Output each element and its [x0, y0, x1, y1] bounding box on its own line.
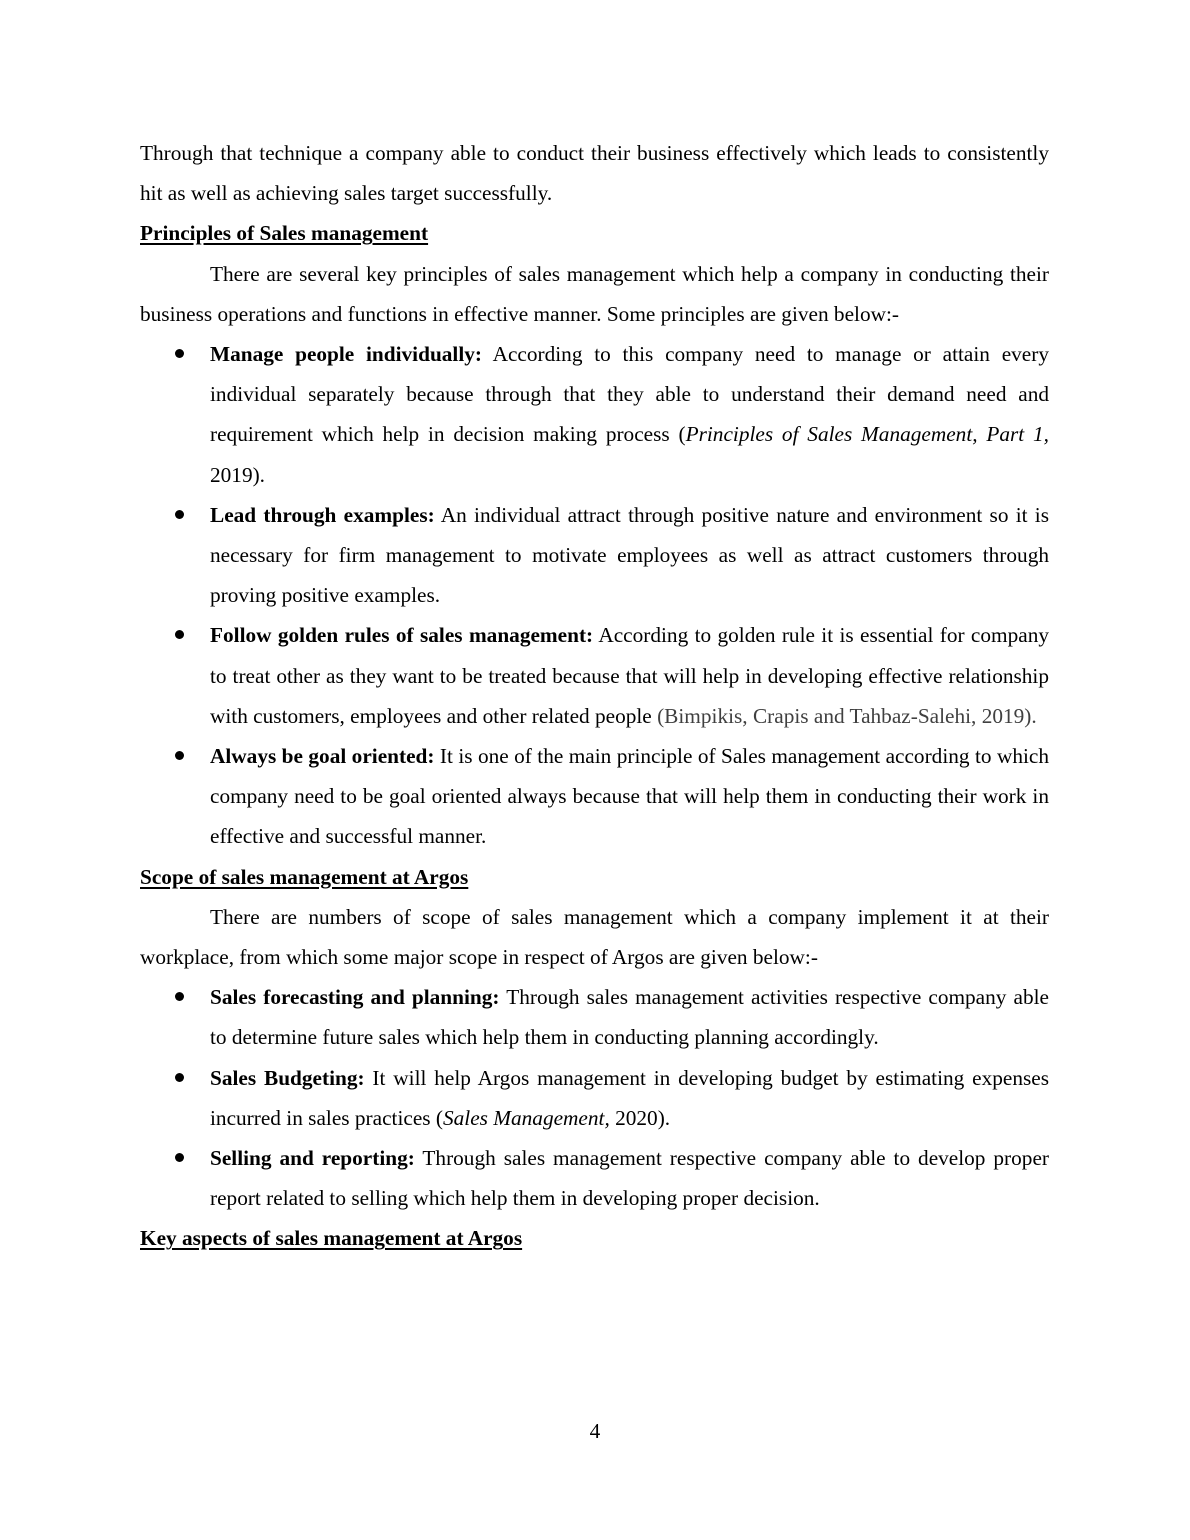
intro-paragraph: Through that technique a company able to conduct their business effectively which leads to consistently hit as well as achieving sales target successfully. — [140, 141, 1049, 206]
bullet-icon — [175, 1153, 184, 1162]
item-title: Selling and reporting: — [210, 1146, 415, 1171]
citation-year: 2019). — [210, 462, 266, 487]
principles-heading: Principles of Sales management — [140, 221, 429, 246]
item-title: Manage people individually: — [210, 342, 483, 367]
bullet-icon — [175, 992, 184, 1001]
bullet-icon — [175, 751, 184, 760]
bullet-icon — [175, 349, 184, 358]
list-item — [140, 1058, 1049, 1138]
item-text: According to golden rule it is essential for company to treat other as they want to be treated because that will help in developing effective relationship with customers, employees and other related people — [210, 623, 1049, 728]
page-number: 4 — [589, 1419, 601, 1443]
item-title: Sales forecasting and planning: — [210, 985, 500, 1010]
principles-list — [140, 334, 1049, 857]
document-page — [140, 133, 1049, 1259]
scope-list — [140, 977, 1049, 1218]
list-item — [140, 334, 1049, 495]
item-text: It will help Argos management in developing budget by estimating expenses incurred in sales practices ( — [210, 1065, 1049, 1130]
item-text: Through sales management respective company able to develop proper report related to selling which help them in developing proper decision. — [210, 1146, 1049, 1211]
item-title: Lead through examples: — [210, 502, 435, 527]
bullet-icon — [175, 1073, 184, 1082]
scope-intro: There are numbers of scope of sales management which a company implement it at their workplace, from which some major scope in respect of Argos are given below:- — [140, 904, 1049, 970]
item-title: Always be goal oriented: — [210, 744, 435, 769]
citation-year: 2020). — [609, 1105, 671, 1130]
bullet-icon — [175, 630, 184, 639]
item-text: An individual attract through positive nature and environment so it is necessary for firm management to motivate employees as well as attract customers through proving positive examples. — [210, 502, 1049, 608]
bullet-icon — [175, 510, 184, 519]
list-item — [140, 977, 1049, 1057]
item-title: Follow golden rules of sales management: — [210, 623, 594, 648]
item-text: It is one of the main principle of Sales management according to which company need to be goal oriented always because that will help them in conducting their work in effective and successful manner. — [210, 744, 1049, 849]
citation-italic: Principles of Sales Management, Part 1, — [685, 422, 1049, 447]
list-item — [140, 1138, 1049, 1218]
list-item — [140, 495, 1049, 616]
item-text: According to this company need to manage or attain every individual separately because through that they able to understand their demand need and requirement which help in decision making process ( — [210, 342, 1049, 447]
item-text: Through sales management activities respective company able to determine future sales which help them in conducting planning accordingly. — [210, 985, 1049, 1050]
principles-intro: There are several key principles of sales management which help a company in conducting their business operations and functions in effective manner. Some principles are given below:- — [140, 261, 1049, 326]
citation: (Bimpikis, Crapis and Tahbaz-Salehi, 2019). — [657, 703, 1037, 728]
list-item — [140, 736, 1049, 857]
scope-heading: Scope of sales management at Argos — [140, 864, 469, 889]
list-item — [140, 615, 1049, 736]
citation-italic: Sales Management, — [442, 1105, 610, 1130]
item-title: Sales Budgeting: — [210, 1065, 365, 1090]
key-aspects-heading: Key aspects of sales management at Argos — [140, 1226, 523, 1251]
